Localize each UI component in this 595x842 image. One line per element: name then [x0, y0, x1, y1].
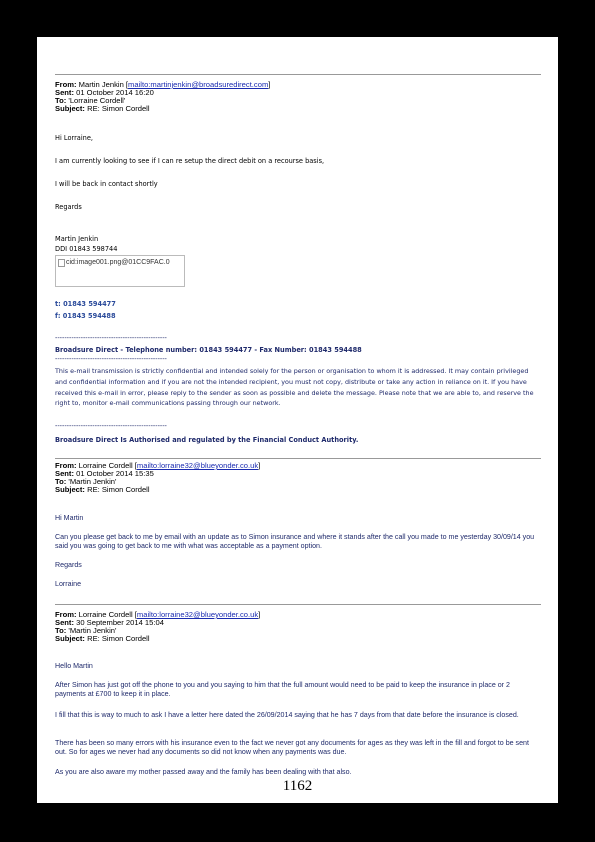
email1-line2: I will be back in contact shortly — [55, 180, 158, 188]
email1-fax: f: 01843 594488 — [55, 312, 116, 320]
email1-disclaimer: This e-mail transmission is strictly confidential and intended solely for the person or organisation to whom it is addressed. It may contain privileged and confidential information and if you are not the intended recipient, you must not copy, distribute or take any action in reliance on it. If you have received this e-mail in error, please reply to the sender as soon as possible and delete the message. Please note that we are able to, and reserve the right to, monitor e-mail communications passing through our network. — [55, 367, 534, 408]
signature-image-placeholder: cid:image001.png@01CC9FAC.0 — [55, 255, 185, 287]
header-divider — [55, 604, 541, 605]
email3-from: From: Lorraine Cordell [mailto:lorraine32@blueyonder.co.uk] — [55, 610, 261, 619]
email2-greeting: Hi Martin — [55, 514, 84, 522]
page-number: 1162 — [282, 778, 313, 794]
document-page — [37, 37, 558, 803]
email2-signoff: Lorraine — [55, 580, 82, 588]
email3-greeting: Hello Martin — [55, 662, 93, 670]
email1-to: To: 'Lorraine Cordell' — [55, 96, 126, 105]
email3-para4: As you are also aware my mother passed away and the family has been dealing with that also. — [55, 768, 352, 776]
email2-regards: Regards — [55, 561, 82, 569]
email1-from-link[interactable]: mailto:martinjenkin@broadsuredirect.com — [128, 80, 269, 89]
email1-sig-name: Martin Jenkin — [55, 235, 99, 243]
email3-para2: I fill that this is way to much to ask I have a letter here dated the 26/09/2014 saying that he has 7 days from that date before the insurance is closed. — [55, 711, 519, 719]
email3-from-link[interactable]: mailto:lorraine32@blueyonder.co.uk — [136, 610, 259, 619]
email2-from: From: Lorraine Cordell [mailto:lorraine32@blueyonder.co.uk] — [55, 461, 261, 470]
email3-to: To: 'Martin Jenkin' — [55, 626, 117, 635]
email1-line1: I am currently looking to see if I can re setup the direct debit on a recourse basis, — [55, 157, 325, 165]
email2-to: To: 'Martin Jenkin' — [55, 477, 117, 486]
email1-regards: Regards — [55, 203, 82, 211]
email3-para1: After Simon has just got off the phone to you and you saying to him that the full amount would need to be paid to keep the insurance in place or 2 payments at £700 to keep it in place. — [55, 681, 510, 698]
email1-subject: Subject: RE: Simon Cordell — [55, 104, 150, 113]
email1-from: From: Martin Jenkin [mailto:martinjenkin@broadsuredirect.com] — [55, 80, 271, 89]
email2-body: Can you please get back to me by email with an update as to Simon insurance and where it stands after the call you made to me yesterday 30/09/14 you said you was going to get back to me with what was acceptable as a payment option. — [55, 533, 535, 550]
email1-company-line: Broadsure Direct - Telephone number: 01843 594477 - Fax Number: 01843 594488 — [55, 346, 362, 354]
email2-subject: Subject: RE: Simon Cordell — [55, 485, 150, 494]
email2-sent: Sent: 01 October 2014 15:35 — [55, 469, 154, 478]
email1-authorised: Broadsure Direct Is Authorised and regulated by the Financial Conduct Authority. — [55, 436, 359, 444]
email1-sent: Sent: 01 October 2014 16:20 — [55, 88, 154, 97]
broken-image-icon — [58, 259, 65, 267]
email1-greeting: Hi Lorraine, — [55, 134, 93, 142]
email3-subject: Subject: RE: Simon Cordell — [55, 634, 150, 643]
email3-sent: Sent: 30 September 2014 15:04 — [55, 618, 164, 627]
separator: ------------------------------------------------ — [55, 423, 167, 430]
header-divider — [55, 458, 541, 459]
email2-from-link[interactable]: mailto:lorraine32@blueyonder.co.uk — [136, 461, 259, 470]
email1-sig-ddi: DDI 01843 598744 — [55, 245, 118, 253]
header-divider — [55, 74, 541, 75]
email1-tel: t: 01843 594477 — [55, 300, 116, 308]
separator: ------------------------------------------------ — [55, 356, 167, 363]
email3-para3: There has been so many errors with his insurance even to the fact we never got any documents for ages as they was left in the fill and forgot to be sent out. So for ages we never had any documents so did not know when any payments was due. — [55, 739, 529, 756]
separator: ------------------------------------------------ — [55, 335, 167, 342]
